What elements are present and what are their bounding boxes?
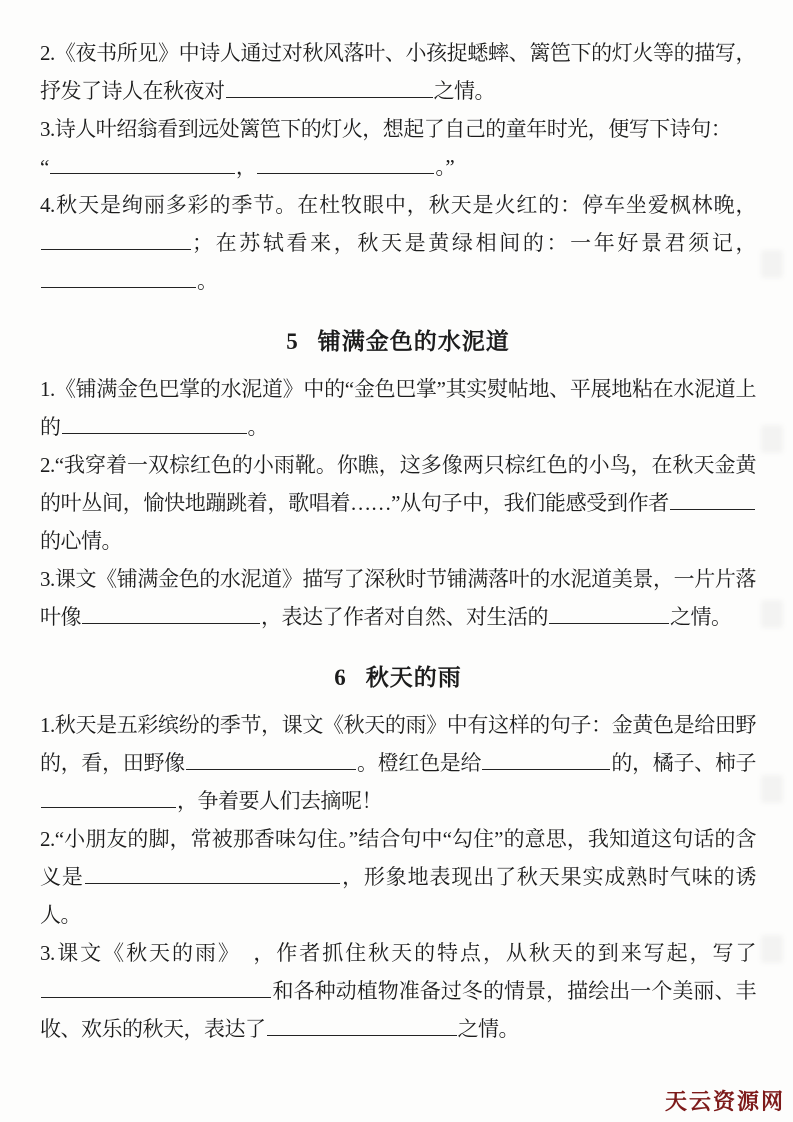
question-text: 。” [435,155,455,179]
answer-blank [41,977,271,998]
question-text: 和各种动植物准备过冬的情景，描绘出一个美丽、丰收、欢乐的秋天，表达了 [40,979,756,1041]
answer-blank [82,603,260,624]
question-paragraph [40,820,756,934]
question-text: 2.《夜书所见》中诗人通过对秋风落叶、小孩捉蟋蟀、篱笆下的灯火等的描写，抒发了诗人在秋夜对 [40,41,756,103]
question-text: 之情。 [670,605,732,629]
question-paragraph [40,34,756,110]
question-text: 之情。 [457,1017,519,1041]
question-text: ，表达了作者对自然、对生活的 [261,605,548,629]
lesson-title: 铺满金色的水泥道 [317,329,510,354]
question-text: 的心情。 [40,529,122,553]
question-text: 3.课文《秋天的雨》 ，作者抓住秋天的特点，从秋天的到来写起，写了 [40,941,756,965]
question-text: 3.课文《铺满金色的水泥道》描写了深秋时节铺满落叶的水泥道美景，一片片落叶像 [40,567,756,629]
question-text: 。 [247,415,268,439]
answer-blank [62,413,247,434]
question-text: 4.秋天是绚丽多彩的季节。在杜牧眼中，秋天是火红的：停车坐爱枫林晚， [40,193,756,217]
question-text: 的，橘子、柿子 [611,751,757,775]
question-text: 2.“小朋友的脚，常被那香味勾住。”结合句中“勾住”的意思，我知道这句话的含义是 [40,827,756,889]
lesson-heading [40,327,756,357]
question-paragraph [40,706,756,820]
question-text: 1.《铺满金色巴掌的水泥道》中的“金色巴掌”其实熨帖地、平展地粘在水泥道上的 [40,377,756,439]
question-paragraph [40,148,756,186]
question-paragraph [40,934,756,1048]
answer-blank [50,153,235,174]
question-text: “ [40,155,49,179]
answer-blank [186,749,356,770]
answer-blank [549,603,669,624]
page-bleed-mark [761,935,783,963]
question-paragraph [40,446,756,560]
question-paragraph [40,560,756,636]
answer-blank [267,1015,457,1036]
question-text: 2.“我穿着一双棕红色的小雨靴。你瞧，这多像两只棕红色的小鸟，在秋天金黄的叶丛间，愉快地蹦跳着，歌唱着……”从句子中，我们能感受到作者 [40,453,756,515]
question-paragraph [40,370,756,446]
question-text: 之情。 [433,79,495,103]
question-paragraph [40,186,756,300]
question-text: 。 [197,269,218,293]
lesson-title: 秋天的雨 [365,665,462,690]
page-bleed-mark [761,600,783,628]
answer-blank [41,787,176,808]
watermark: 天云资源网 [664,1089,785,1114]
question-text: 1.秋天是五彩缤纷的季节，课文《秋天的雨》中有这样的句子：金黄色是给田野的，看，田野像 [40,713,756,775]
answer-blank [482,749,610,770]
lesson-heading [40,663,756,693]
lesson-number: 6 [334,665,346,690]
worksheet-content [40,34,756,1048]
answer-blank [85,863,340,884]
question-paragraph [40,110,756,148]
question-text: 。橙红色是给 [356,751,482,775]
question-text: 3.诗人叶绍翁看到远处篱笆下的灯火，想起了自己的童年时光，便写下诗句： [40,117,732,141]
page-bleed-mark [761,250,783,278]
answer-blank [670,489,755,510]
question-text: ；在苏轼看来，秋天是黄绿相间的：一年好景君须记， [192,231,756,255]
answer-blank [226,77,433,98]
page-bleed-mark [761,775,783,803]
lesson-number: 5 [286,329,298,354]
page-bleed-mark [761,425,783,453]
answer-blank [41,267,196,288]
answer-blank [257,153,434,174]
question-text: ，形象地表现出了秋天果实成熟时气味的诱人。 [40,865,757,927]
question-text: ，争着要人们去摘呢！ [177,789,382,813]
answer-blank [41,229,191,250]
question-text: ， [235,155,257,179]
